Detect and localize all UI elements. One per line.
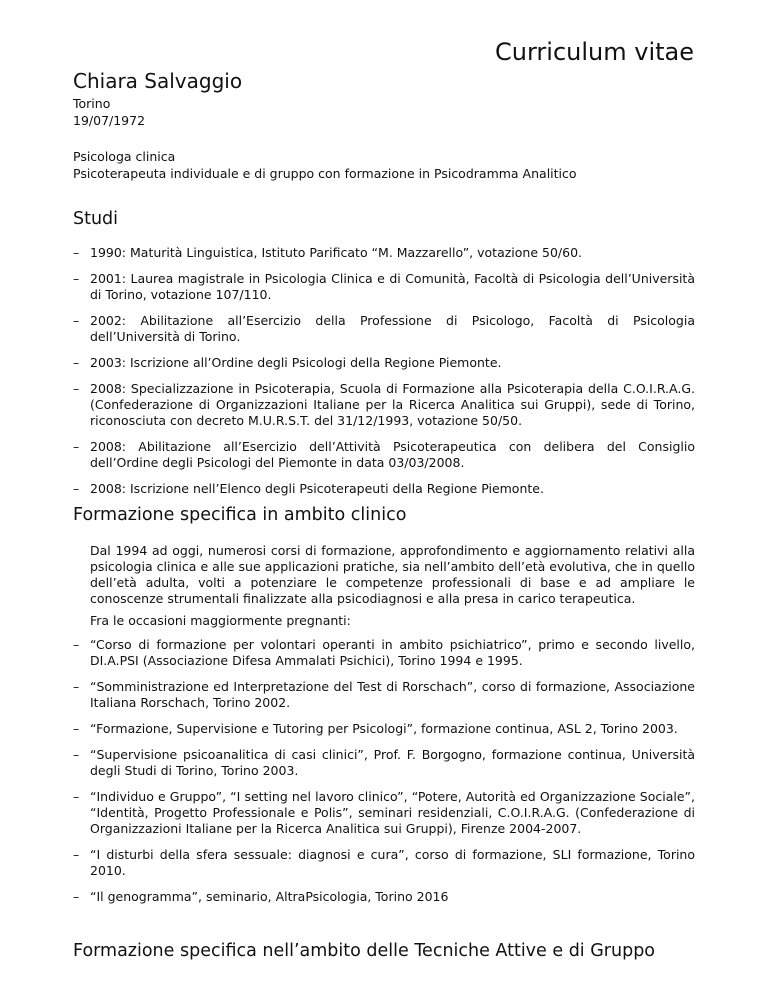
list-item: – “Supervisione psicoanalitica di casi clinici”, Prof. F. Borgogno, formazione continua, Università degli Studi di Torino, Torino 2003.: [73, 747, 695, 778]
list-item: – “Somministrazione ed Interpretazione del Test di Rorschach”, corso di formazione, Associazione Italiana Rorschach, Torino 2002.: [73, 679, 695, 710]
bullet-dash: –: [73, 245, 80, 260]
bullet-dash: –: [73, 481, 80, 496]
bullet-dash: –: [73, 355, 80, 370]
bullet-dash: –: [73, 747, 80, 762]
bullet-dash: –: [73, 721, 80, 736]
formazione-lead: Fra le occasioni maggiormente pregnanti:: [90, 613, 351, 628]
formazione-clinica-list: [73, 637, 695, 915]
professional-roles: [73, 148, 577, 182]
list-item: – 2002: Abilitazione all’Esercizio della Professione di Psicologo, Facoltà di Psicologia dell’Università di Torino.: [73, 313, 695, 344]
bullet-dash: –: [73, 637, 80, 652]
bullet-dash: –: [73, 789, 80, 804]
list-item: – “I disturbi della sfera sessuale: diagnosi e cura”, corso di formazione, SLI formazione, Torino 2010.: [73, 847, 695, 878]
section-title-studi: Studi: [73, 209, 119, 229]
section-title-formazione-clinica: Formazione specifica in ambito clinico: [73, 505, 407, 525]
list-item: – “Individuo e Gruppo”, “I setting nel lavoro clinico”, “Potere, Autorità ed Organizzazione Sociale”, “Identità, Progetto Professionale e Polis”, seminari residenziali, C.O.I.R.A.G. (Confederazione di Organizzazioni Italiane per la Ricerca Analitica sui Gruppi), Firenze 2004-2007.: [73, 789, 695, 836]
list-item: – 2001: Laurea magistrale in Psicologia Clinica e di Comunità, Facoltà di Psicologia dell’Università di Torino, votazione 107/110.: [73, 271, 695, 302]
city: Torino: [73, 96, 111, 111]
document-title: Curriculum vitae: [495, 38, 694, 66]
list-item: – 1990: Maturità Linguistica, Istituto Parificato “M. Mazzarello”, votazione 50/60.: [73, 245, 582, 260]
list-item: – 2003: Iscrizione all’Ordine degli Psicologi della Regione Piemonte.: [73, 355, 502, 370]
formazione-intro: Dal 1994 ad oggi, numerosi corsi di formazione, approfondimento e aggiornamento relativi alla psicologia clinica e alle sue applicazioni pratiche, sia nell’ambito dell’età evolutiva, che in quello dell’età adulta, volti a potenziare le competenze professionali di base e ad ampliare le conoscenze strumentali finalizzate alla psicodiagnosi e alla presa in carico terapeutica.: [90, 543, 695, 606]
birth-date: 19/07/1972: [73, 113, 146, 128]
list-item: – 2008: Abilitazione all’Esercizio dell’Attività Psicoterapeutica con delibera del Consiglio dell’Ordine degli Psicologi del Piemonte in data 03/03/2008.: [73, 439, 695, 470]
bullet-dash: –: [73, 847, 80, 862]
list-item: – 2008: Specializzazione in Psicoterapia, Scuola di Formazione alla Psicoterapia della C.O.I.R.A.G. (Confederazione di Organizzazioni Italiane per la Ricerca Analitica sui Gruppi), sede di Torino, riconosciuta con decreto M.U.R.S.T. del 31/12/1993, votazione 50/50.: [73, 381, 695, 428]
section-title-formazione-tecniche: Formazione specifica nell’ambito delle Tecniche Attive e di Gruppo: [73, 941, 656, 961]
bullet-dash: –: [73, 381, 80, 396]
personal-info: [73, 95, 145, 129]
bullet-dash: –: [73, 679, 80, 694]
bullet-dash: –: [73, 439, 80, 454]
role-line: Psicoterapeuta individuale e di gruppo con formazione in Psicodramma Analitico: [73, 166, 577, 181]
list-item: – “Corso di formazione per volontari operanti in ambito psichiatrico”, primo e secondo livello, DI.A.PSI (Associazione Difesa Ammalati Psichici), Torino 1994 e 1995.: [73, 637, 695, 668]
person-name: Chiara Salvaggio: [73, 69, 243, 93]
studi-list: [73, 245, 695, 507]
bullet-dash: –: [73, 271, 80, 286]
bullet-dash: –: [73, 313, 80, 328]
list-item: – “Il genogramma”, seminario, AltraPsicologia, Torino 2016: [73, 889, 449, 904]
list-item: – 2008: Iscrizione nell’Elenco degli Psicoterapeuti della Regione Piemonte.: [73, 481, 544, 496]
role-line: Psicologa clinica: [73, 149, 176, 164]
list-item: – “Formazione, Supervisione e Tutoring per Psicologi”, formazione continua, ASL 2, Torino 2003.: [73, 721, 678, 736]
bullet-dash: –: [73, 889, 80, 904]
